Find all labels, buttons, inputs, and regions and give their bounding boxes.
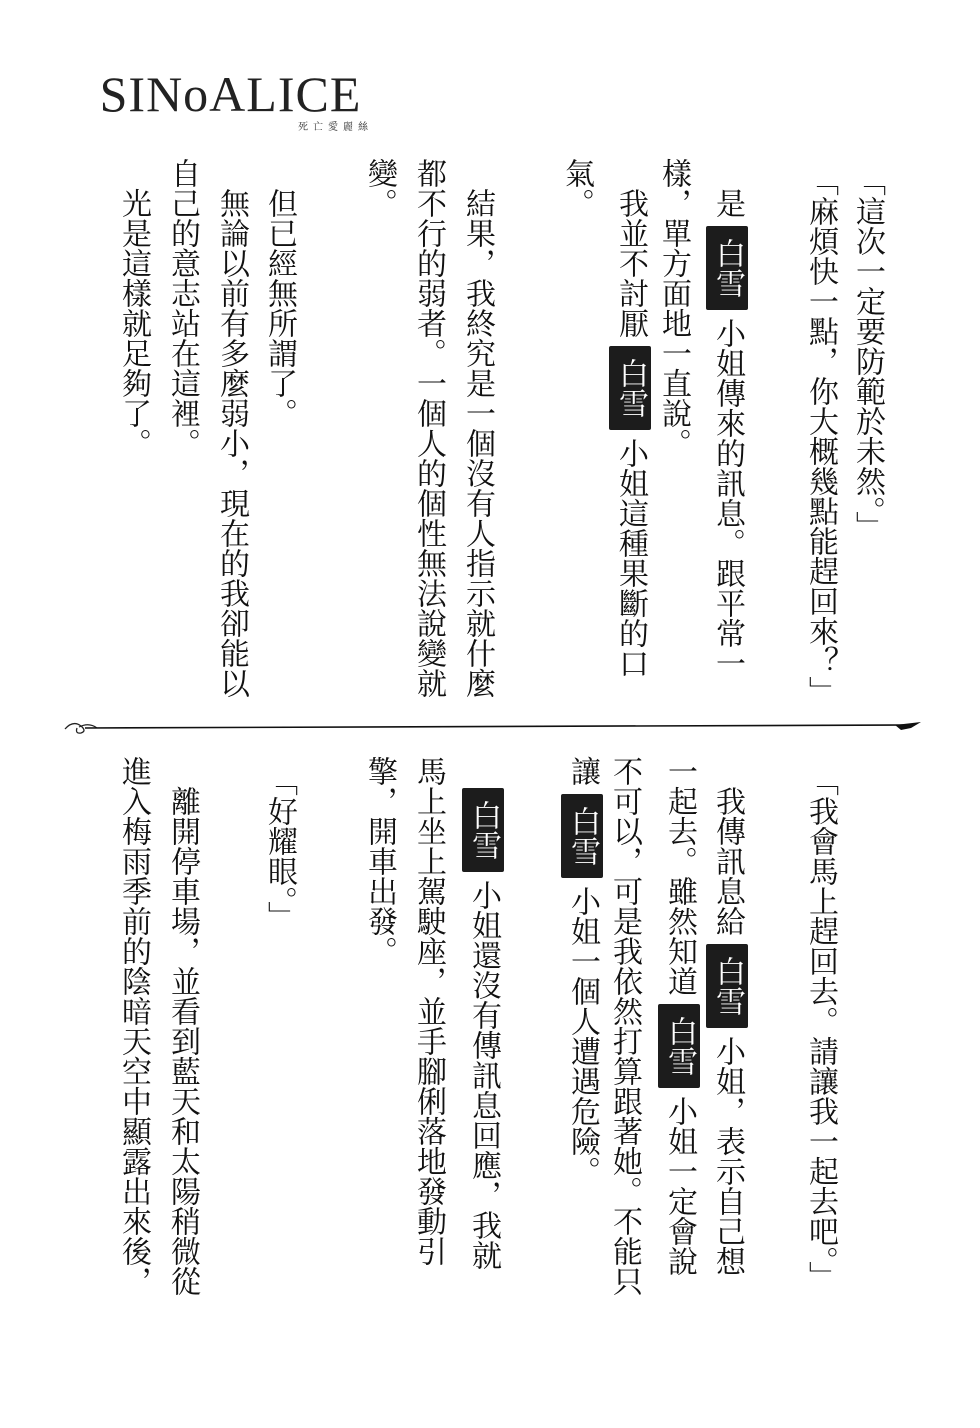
name-tag-shirayuki: 白雪	[658, 1004, 700, 1088]
text-column: 變。	[362, 158, 397, 218]
name-tag-shirayuki: 白雪	[609, 346, 651, 430]
text-column: 「這次一定要防範於未然。」	[850, 166, 885, 541]
text-column: 結果，我終究是一個沒有人指示就什麼	[460, 188, 495, 698]
text-column: 離開停車場，並看到藍天和太陽稍微從	[165, 786, 200, 1296]
text-column: 光是這樣就足夠了。	[116, 188, 151, 458]
text-column: 我並不討厭白雪小姐這種果斷的口	[609, 188, 651, 678]
text-column: 都不行的弱者。一個人的個性無法說變就	[411, 158, 446, 698]
text-column: 白雪小姐還沒有傳訊息回應，我就	[462, 780, 504, 1270]
name-tag-shirayuki: 白雪	[706, 226, 748, 310]
text-column: 讓白雪小姐一個人遭遇危險。	[561, 756, 603, 1186]
text-column: 但已經無所謂了。	[262, 188, 297, 428]
text-column: 馬上坐上駕駛座，並手腳俐落地發動引	[411, 756, 446, 1266]
text-column: 「好耀眼。」	[262, 766, 297, 931]
text-column: 不可以，可是我依然打算跟著她。不能只	[607, 756, 642, 1296]
text-column: 一起去。雖然知道白雪小姐一定會說	[658, 756, 700, 1276]
text-column: 擎，開車出發。	[362, 756, 397, 966]
text-column: 是白雪小姐傳來的訊息。跟平常一	[706, 188, 748, 678]
text-column: 無論以前有多麼弱小，現在的我卻能以	[214, 188, 249, 698]
text-column: 自己的意志站在這裡。	[165, 158, 200, 458]
name-tag-shirayuki: 白雪	[561, 794, 603, 878]
text-column: 進入梅雨季前的陰暗天空中顯露出來後，	[116, 756, 151, 1296]
text-column: 「我會馬上趕回去。請讓我一起去吧。」	[803, 766, 838, 1291]
name-tag-shirayuki: 白雪	[462, 788, 504, 872]
logo-subtitle: 死亡愛麗絲	[298, 122, 373, 133]
name-tag-shirayuki: 白雪	[706, 944, 748, 1028]
text-column: 氣。	[559, 158, 594, 218]
text-column: 我傳訊息給白雪小姐，表示自己想	[706, 786, 748, 1276]
logo-title: SINoALICE	[99, 66, 362, 122]
ornamental-divider	[55, 716, 921, 740]
text-column: 樣，單方面地一直說。	[656, 158, 691, 458]
text-column: 「麻煩快一點，你大概幾點能趕回來？」	[803, 166, 838, 706]
sinoalice-logo	[58, 66, 403, 132]
